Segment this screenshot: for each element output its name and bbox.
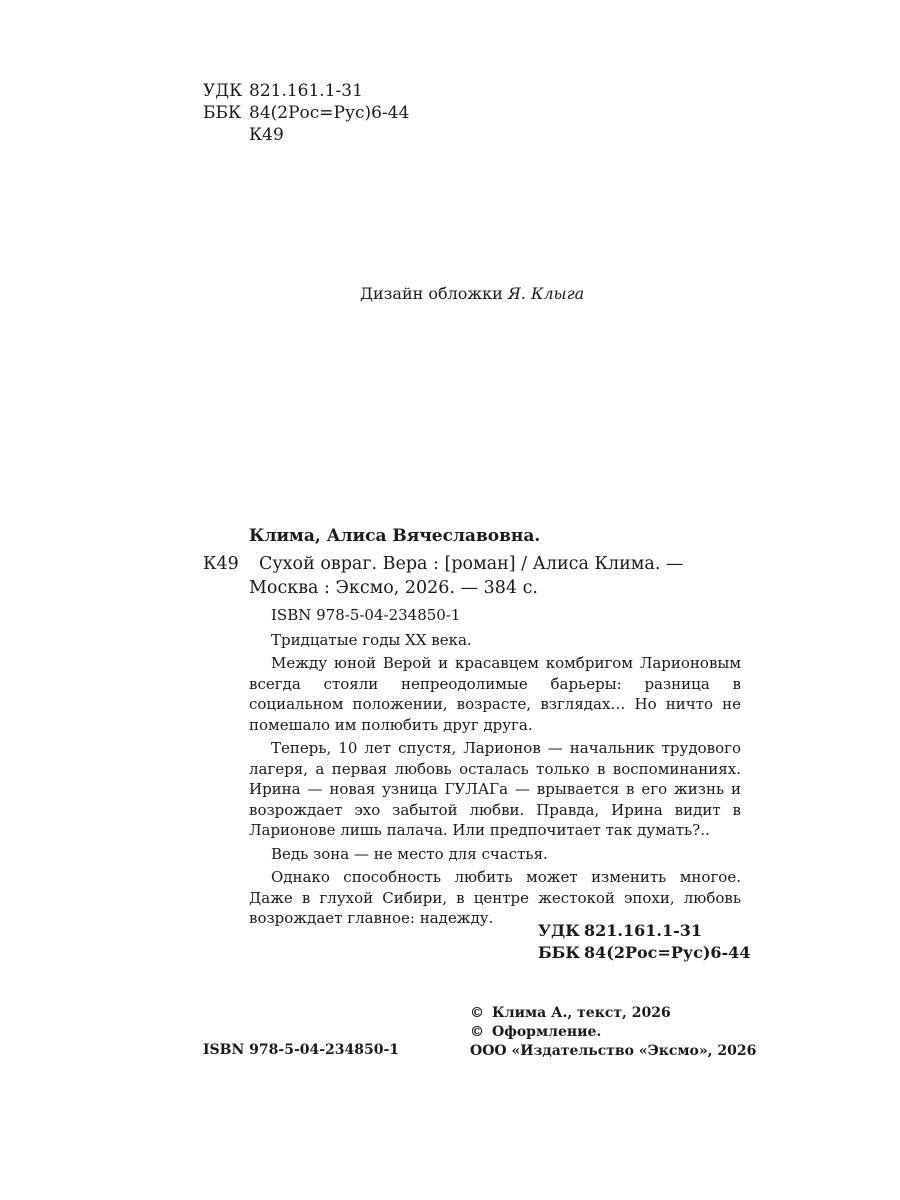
udk-value: 821.161.1-31	[584, 921, 702, 940]
classification-top	[203, 80, 409, 146]
udk-label: УДК	[538, 921, 580, 940]
bbk-value: 84(2Рос=Рус)6-44	[584, 943, 751, 962]
classification-bottom	[538, 920, 750, 964]
copyright-design: Оформление.	[492, 1024, 602, 1040]
author-heading: Клима, Алиса Вячеславовна.	[249, 526, 541, 546]
record-imprint-line: Москва : Эксмо, 2026. — 384 с.	[249, 578, 538, 598]
designer-name: Я. Клыга	[507, 284, 585, 303]
annotation	[271, 630, 741, 654]
udk-value: 821.161.1-31	[249, 81, 363, 101]
annotation-paragraph: Ведь зона — не место для счастья.	[271, 844, 548, 863]
copyright-symbol: ©	[470, 1024, 484, 1040]
annotation-paragraph: Тридцатые годы XX века.	[271, 631, 472, 649]
author-mark-top: К49	[249, 125, 284, 145]
copyright-symbol: ©	[470, 1005, 484, 1021]
bbk-label: ББК	[538, 943, 580, 962]
bbk-value: 84(2Рос=Рус)6-44	[249, 103, 410, 123]
isbn-bottom: ISBN 978-5-04-234850-1	[203, 1042, 400, 1058]
annotation-paragraph: Между юной Верой и красавцем комбригом Ларионовым всегда стояли непреодолимые барьеры: разница в социальном положении, возрасте, взглядах… Но ничто не помешало им полюбить друг друга.	[249, 654, 741, 734]
author-mark: К49	[203, 554, 239, 574]
design-prefix: Дизайн обложки	[360, 284, 503, 303]
record-isbn: ISBN 978-5-04-234850-1	[271, 606, 461, 624]
bbk-label: ББК	[203, 103, 242, 123]
cover-design-credit	[360, 284, 584, 303]
copyright-text: Клима А., текст, 2026	[492, 1005, 671, 1021]
copyright-publisher: ООО «Издательство «Эксмо», 2026	[470, 1043, 757, 1059]
record-title-line: Сухой овраг. Вера : [роман] / Алиса Клима. —	[259, 554, 684, 574]
annotation-paragraph: Однако способность любить может изменить многое. Даже в глухой Сибири, в центре жестокой эпохи, любовь возрождает главное: надежду.	[249, 868, 741, 927]
annotation-paragraph: Теперь, 10 лет спустя, Ларионов — начальник трудового лагеря, а первая любовь осталась только в воспоминаниях. Ирина — новая узница ГУЛАГа — врывается в его жизнь и возрождает эхо забытой любви. Правда, Ирина видит в Ларионове лишь палача. Или предпочитает так думать?..	[249, 739, 741, 839]
udk-label: УДК	[203, 81, 243, 101]
copyright-block	[470, 1004, 756, 1061]
